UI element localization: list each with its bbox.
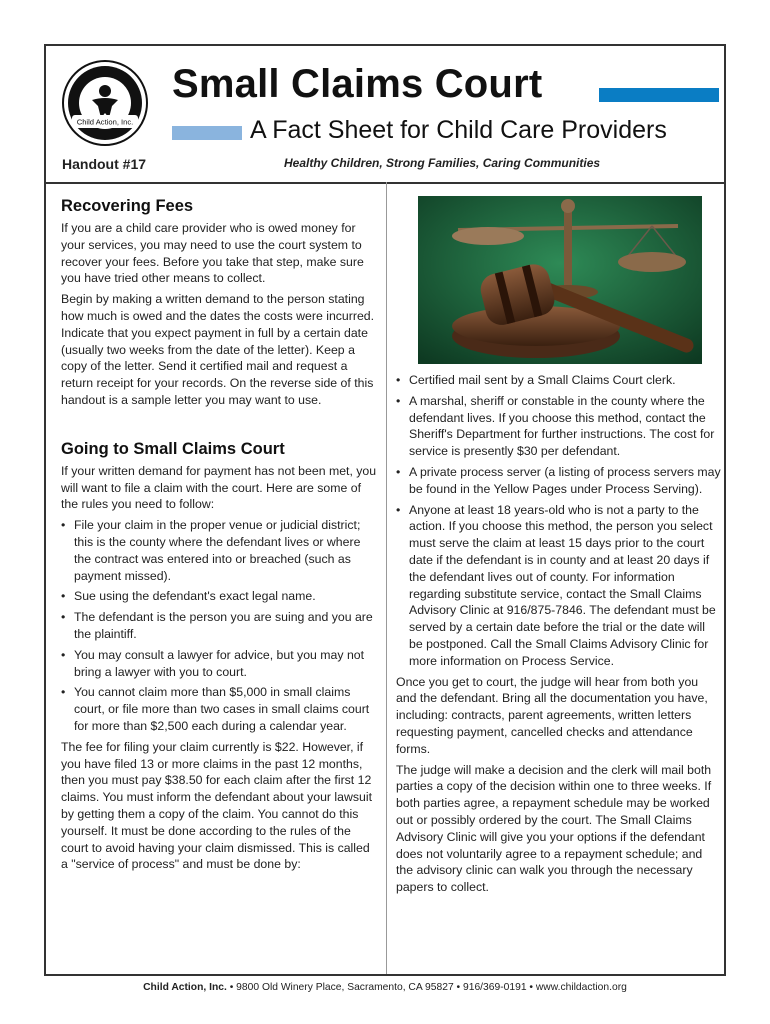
paragraph: The judge will make a decision and the clerk will mail both parties a copy of the decision within one to three weeks. If both parties agree, a repayment schedule may be worked out or possibly ordered by the court. The Small Claims Advisory Clinic will give you your options if the defendant does not voluntarily agree to a repayment schedule; and the advisory clinic can walk you through the necessary papers to collect. bbox=[396, 762, 712, 895]
header bbox=[46, 46, 724, 184]
accent-bar-light bbox=[172, 126, 242, 140]
paragraph: If you are a child care provider who is owed money for your services, you may need to use the court system to recover your fees. Before you take that step, make sure you have tried other means to collect. bbox=[61, 221, 364, 286]
list-item: • A marshal, sheriff or constable in the county where the defendant lives. If you choose this method, contact the Sheriff's Department for further instructions. The cost for service is presently $30 per defendant. bbox=[396, 393, 715, 459]
child-action-logo bbox=[62, 60, 148, 146]
list-item: • A private process server (a listing of process servers may be found in the Yellow Pages under Process Serving). bbox=[396, 464, 721, 496]
list-item: • You cannot claim more than $5,000 in small claims court, or file more than two cases in small claims court for more than $2,500 each during a calendar year. bbox=[61, 685, 370, 733]
page-title: Small Claims Court bbox=[172, 62, 543, 106]
footer bbox=[0, 982, 770, 993]
list-item: • You may consult a lawyer for advice, but you may not bring a lawyer with you to court. bbox=[61, 647, 365, 679]
gavel-and-scales-photo bbox=[418, 196, 702, 364]
rules-list bbox=[61, 517, 379, 735]
accent-bar bbox=[599, 88, 719, 102]
list-item: • The defendant is the person you are suing and you are the plaintiff. bbox=[61, 610, 373, 641]
footer-org: Child Action, Inc. bbox=[143, 982, 227, 993]
handout-number: Handout #17 bbox=[62, 156, 147, 172]
list-item: • Anyone at least 18 years-old who is not a party to the action. If you choose this method, the person you select must serve the claim at least 15 days prior to the court date if the defendant is in county and at least 20 days if the defendant lives out of county. For information regarding substitute service, contact the Small Claims Advisory Clinic at 916/875-7846. The defendant must be served by a certain date before the trial or the date will be postponed. Call the Small Claims Advisory Clinic for more information on Process Service. bbox=[396, 502, 716, 668]
list-item: • Certified mail sent by a Small Claims Court clerk. bbox=[396, 373, 676, 387]
footer-contact: • 9800 Old Winery Place, Sacramento, CA 95827 • 916/369-0191 • www.childaction.org bbox=[226, 982, 627, 993]
column-divider bbox=[386, 182, 387, 974]
list-item: • File your claim in the proper venue or judicial district; this is the county where the defendant lives or where the contract was entered into or breached (such as payment missed). bbox=[61, 518, 361, 583]
tagline: Healthy Children, Strong Families, Caring Communities bbox=[284, 156, 601, 170]
right-column bbox=[396, 372, 722, 900]
service-methods-list bbox=[396, 372, 722, 670]
list-item: • Sue using the defendant's exact legal name. bbox=[61, 589, 316, 604]
section-heading-recovering-fees: Recovering Fees bbox=[61, 197, 194, 215]
fact-sheet bbox=[44, 44, 726, 976]
paragraph: If your written demand for payment has not been met, you will want to file a claim with the court. Here are some of the rules you need to follow: bbox=[61, 463, 377, 512]
paragraph: Once you get to court, the judge will hear from both you and the defendant. Bring all the documentation you have, including: contracts, parent agreements, written letters requesting payment, cancelled checks and attendance forms. bbox=[396, 674, 708, 756]
section-heading-going-to-court: Going to Small Claims Court bbox=[61, 439, 285, 458]
page-subtitle: A Fact Sheet for Child Care Providers bbox=[250, 116, 667, 144]
paragraph: The fee for filing your claim currently is $22. However, if you have filed 13 or more claims in the past 12 months, then you must pay $38.50 for each claim after the first 12 claims. You must inform the defendant about your lawsuit by getting them a copy of the claim. You cannot do this yourself. It must be done according to the rules of the court to avoid having your claim dismissed. This is called a "service of process" and must be done by: bbox=[61, 739, 373, 872]
left-column bbox=[61, 196, 379, 877]
logo-text: Child Action, Inc. bbox=[76, 117, 134, 127]
paragraph: Begin by making a written demand to the person stating how much is owed and the dates the costs were incurred. Indicate that you expect payment in full by a certain date (usually two weeks from the date of the letter). Keep a copy of the letter. Send it certified mail and request a return receipt for your records. On the reverse side of this handout is a sample letter you may want to use. bbox=[61, 292, 375, 407]
